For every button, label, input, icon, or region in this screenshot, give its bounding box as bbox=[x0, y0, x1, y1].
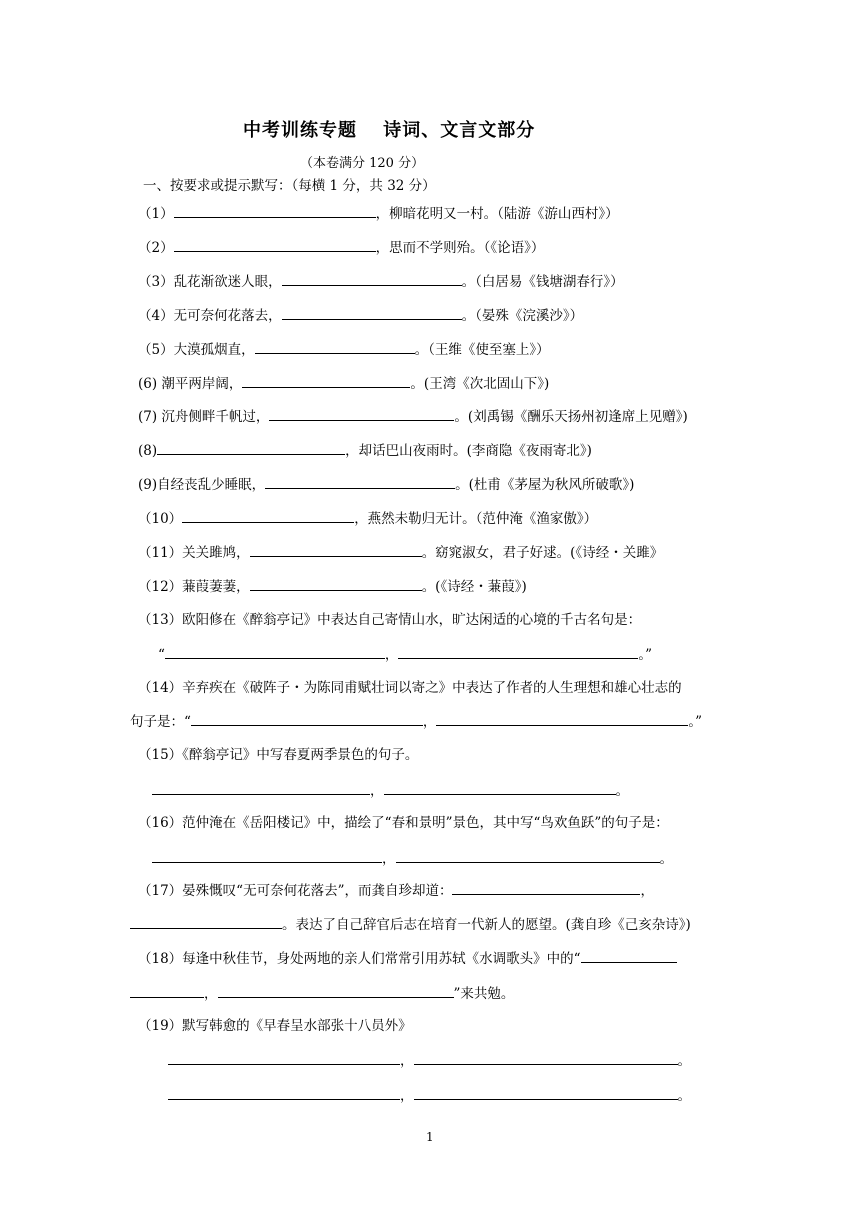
separator: ， bbox=[422, 714, 437, 730]
q17-text: （17）晏殊慨叹“无可奈何花落去”，而龚自珍却道： bbox=[138, 883, 453, 899]
answer-blank[interactable] bbox=[414, 1085, 678, 1100]
answer-blank[interactable] bbox=[255, 339, 415, 354]
answer-blank[interactable] bbox=[168, 1050, 400, 1065]
answer-blank[interactable] bbox=[269, 406, 454, 421]
separator: ， bbox=[400, 1088, 414, 1104]
question-6 bbox=[138, 373, 549, 394]
answer-blank[interactable] bbox=[174, 203, 376, 218]
question-19-answer-1 bbox=[168, 1050, 691, 1071]
close-quote: 。” bbox=[688, 714, 703, 730]
answer-blank[interactable] bbox=[191, 711, 423, 726]
section-heading: 一、按要求或提示默写：（每横 1 分，共 32 分） bbox=[143, 178, 436, 194]
question-3 bbox=[138, 271, 624, 292]
question-10 bbox=[138, 508, 597, 529]
question-2 bbox=[138, 237, 544, 258]
page-number: 1 bbox=[426, 1130, 434, 1144]
separator: ， bbox=[382, 851, 396, 867]
question-18-prompt bbox=[138, 948, 677, 969]
answer-blank[interactable] bbox=[581, 948, 677, 963]
question-12 bbox=[138, 576, 527, 597]
question-19-answer-2 bbox=[168, 1085, 691, 1106]
question-15-prompt: （15）《醉翁亭记》中写春夏两季景色的句子。 bbox=[138, 747, 419, 763]
answer-blank[interactable] bbox=[398, 644, 638, 659]
question-7 bbox=[138, 406, 688, 427]
q6-text: (6) 潮平两岸阔， bbox=[138, 376, 243, 392]
answer-blank[interactable] bbox=[174, 237, 376, 252]
q2-number: （2） bbox=[138, 240, 174, 256]
answer-blank[interactable] bbox=[130, 983, 204, 998]
q9-text: (9)自经丧乱少睡眠， bbox=[138, 477, 266, 493]
question-17-prompt bbox=[138, 880, 654, 901]
answer-blank[interactable] bbox=[282, 305, 462, 320]
answer-blank[interactable] bbox=[250, 576, 422, 591]
q11-text: （11）关关雎鸠， bbox=[138, 545, 250, 561]
separator: ， bbox=[640, 883, 654, 899]
question-16-answer bbox=[152, 848, 673, 869]
q10-text: ，燕然未勒归无计。（范仲淹《渔家傲》） bbox=[354, 511, 598, 527]
q2-text: ，思而不学则殆。（《论语》） bbox=[375, 240, 545, 256]
answer-blank[interactable] bbox=[384, 780, 616, 795]
exam-subtitle: （本卷满分 120 分） bbox=[300, 156, 425, 171]
separator: ， bbox=[370, 783, 384, 799]
answer-blank[interactable] bbox=[436, 711, 688, 726]
answer-blank[interactable] bbox=[168, 1085, 400, 1100]
q7-text: (7) 沉舟侧畔千帆过， bbox=[138, 409, 270, 425]
question-1 bbox=[138, 203, 619, 224]
answer-blank[interactable] bbox=[182, 508, 354, 523]
question-14-answer bbox=[130, 711, 702, 732]
answer-blank[interactable] bbox=[414, 1050, 678, 1065]
q6-source: 。(王湾《次北固山下》) bbox=[410, 376, 550, 392]
q18-text: （18）每逢中秋佳节，身处两地的亲人们常常引用苏轼《水调歌头》中的“ bbox=[138, 951, 581, 967]
separator: ， bbox=[384, 647, 399, 663]
q1-number: （1） bbox=[138, 206, 174, 222]
answer-blank[interactable] bbox=[396, 848, 660, 863]
answer-blank[interactable] bbox=[130, 914, 282, 929]
question-13-prompt: （13）欧阳修在《醉翁亭记》中表达自己寄情山水，旷达闲适的心境的千古名句是： bbox=[138, 612, 642, 628]
q9-source: 。(杜甫《茅屋为秋风所破歌》) bbox=[455, 477, 635, 493]
close-quote: 。” bbox=[638, 647, 653, 663]
answer-blank[interactable] bbox=[152, 848, 382, 863]
question-4 bbox=[138, 305, 583, 326]
period: 。 bbox=[659, 851, 673, 867]
question-16-prompt: （16）范仲淹在《岳阳楼记》中，描绘了“春和景明”景色，其中写“鸟欢鱼跃”的句子是： bbox=[138, 815, 669, 831]
period: 。 bbox=[677, 1053, 691, 1069]
lead-text: 句子是：“ bbox=[130, 714, 191, 730]
question-15-answer bbox=[152, 780, 629, 801]
answer-blank[interactable] bbox=[242, 373, 410, 388]
separator: ， bbox=[400, 1053, 414, 1069]
period: 。 bbox=[677, 1088, 691, 1104]
q10-number: （10） bbox=[138, 511, 183, 527]
answer-blank[interactable] bbox=[165, 644, 385, 659]
q4-source: 。（晏殊《浣溪沙》） bbox=[461, 308, 584, 324]
separator: ， bbox=[204, 986, 218, 1002]
q12-text: （12）蒹葭萋萋， bbox=[138, 579, 250, 595]
q18-tail: ”来共勉。 bbox=[453, 986, 515, 1002]
answer-blank[interactable] bbox=[152, 780, 370, 795]
q5-source: 。（王维《使至塞上》） bbox=[414, 342, 550, 358]
q12-source: 。(《诗经・蒹葭》) bbox=[421, 579, 527, 595]
q8-number: (8) bbox=[138, 443, 158, 459]
answer-blank[interactable] bbox=[157, 440, 345, 455]
question-18-answer bbox=[130, 983, 514, 1004]
q8-text: ，却话巴山夜雨时。(李商隐《夜雨寄北》) bbox=[345, 443, 592, 459]
question-17-answer bbox=[130, 914, 691, 935]
question-5 bbox=[138, 339, 550, 360]
answer-blank[interactable] bbox=[282, 271, 462, 286]
question-11 bbox=[138, 542, 663, 563]
q3-source: 。（白居易《钱塘湖春行》） bbox=[461, 274, 624, 290]
q11-source: 。窈窕淑女，君子好逑。(《诗经・关雎》 bbox=[421, 545, 664, 561]
question-9 bbox=[138, 474, 634, 495]
question-19-prompt: （19）默写韩愈的《早春呈水部张十八员外》 bbox=[138, 1018, 412, 1034]
answer-blank[interactable] bbox=[265, 474, 455, 489]
question-13-answer bbox=[158, 644, 652, 665]
exam-title: 中考训练专题 诗词、文言文部分 bbox=[243, 120, 536, 141]
q5-text: （5）大漠孤烟直， bbox=[138, 342, 255, 358]
answer-blank[interactable] bbox=[452, 880, 640, 895]
question-8 bbox=[138, 440, 592, 461]
question-14-prompt: （14）辛弃疾在《破阵子・为陈同甫赋壮词以寄之》中表达了作者的人生理想和雄心壮志的 bbox=[138, 680, 682, 696]
open-quote: “ bbox=[158, 647, 165, 663]
q1-text: ，柳暗花明又一村。（陆游《游山西村》） bbox=[375, 206, 619, 222]
q3-text: （3）乱花渐欲迷人眼， bbox=[138, 274, 282, 290]
period: 。 bbox=[615, 783, 629, 799]
q17-tail: 。表达了自己辞官后志在培育一代新人的愿望。(龚自珍《己亥杂诗》) bbox=[282, 917, 691, 933]
answer-blank[interactable] bbox=[218, 983, 454, 998]
q7-source: 。(刘禹锡《酬乐天扬州初逢席上见赠》) bbox=[454, 409, 688, 425]
q4-text: （4）无可奈何花落去， bbox=[138, 308, 282, 324]
answer-blank[interactable] bbox=[250, 542, 422, 557]
